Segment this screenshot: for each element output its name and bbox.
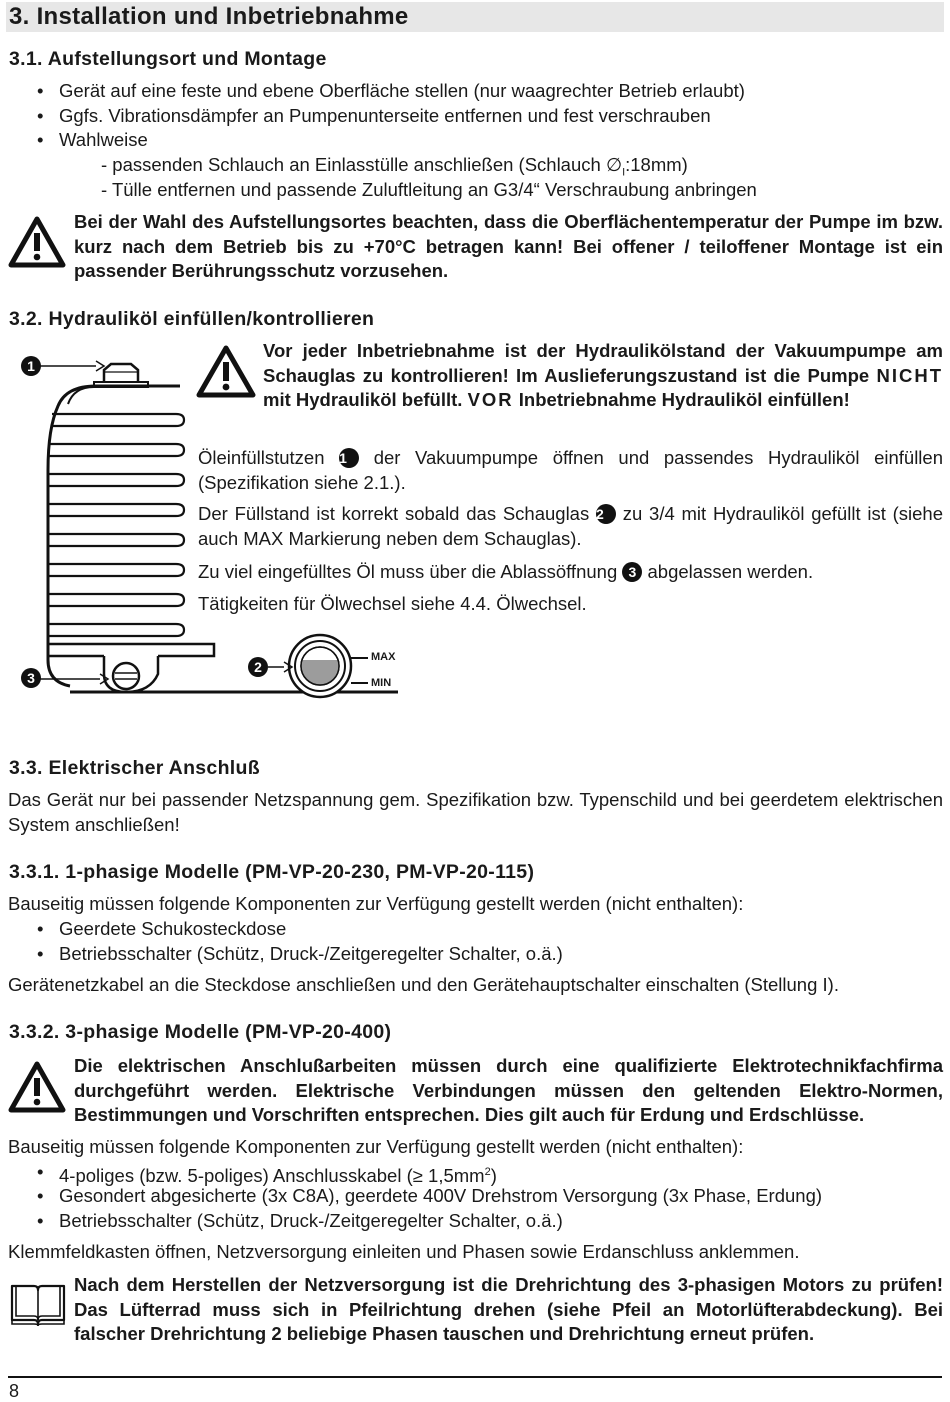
page-number: 8 [9,1381,20,1401]
paragraph-drain: Zu viel eingefülltes Öl muss über die Ablassöffnung 3 abgelassen werden. [198,561,814,582]
marker-1-inline: 1 [339,448,359,468]
paragraph-oil-change: Tätigkeiten für Ölwechsel siehe 4.4. Ölwechsel. [198,593,587,614]
subsection-3-1-title: 3.1. Aufstellungsort und Montage [9,48,327,70]
label-min: MIN [371,677,392,689]
bullet-item: • Betriebsschalter (Schütz, Druck-/Zeitgeregelter Schalter, o.ä.) [59,942,563,967]
subsection-3-2-title: 3.2. Hydrauliköl einfüllen/kontrollieren [9,308,375,330]
three-phase-instruction: Klemmfeldkasten öffnen, Netzversorgung einleiten und Phasen sowie Erdanschluss anklemmen. [8,1241,800,1262]
marker-3: 3 [21,668,41,688]
marker-1: 1 [21,356,41,376]
electrical-connection-text: Das Gerät nur bei passender Netzspannung gem. Spezifikation bzw. Typenschild und bei geerdetem elektrischen System anschließen! [8,789,943,835]
subsection-3-3-1-title: 3.3.1. 1-phasige Modelle (PM-VP-20-230, PM-VP-20-115) [9,861,535,883]
warning-text-oil-check: Vor jeder Inbetriebnahme ist der Hydraulikölstand der Vakuumpumpe am Schauglas zu kontrollieren! Im Auslieferungszustand ist die Pumpe NICHT mit Hydrauliköl befüllt. VOR Inbetriebnahme Hydrauliköl einfüllen! [263,340,943,411]
open-book-icon [8,1280,68,1328]
warning-triangle-icon [8,1061,66,1113]
components-intro: Bauseitig müssen folgende Komponenten zur Verfügung gestellt werden (nicht enthalten): [8,1136,744,1157]
warning-text-electrician: Die elektrischen Anschlußarbeiten müssen durch eine qualifizierte Elektrotechnikfachfirma durchgeführt werden. Elektrische Verbindungen müssen den geltenden Elektro-Normen, Bestimmungen und Vorschriften entsprechen. Dies gilt auch für Erdung und Erdschlüsse. [74,1055,943,1126]
label-max: MAX [371,651,396,663]
bullet-item: • Betriebsschalter (Schütz, Druck-/Zeitgeregelter Schalter, o.ä.) [59,1209,563,1234]
paragraph-fill-level: Der Füllstand ist korrekt sobald das Schauglas 2 zu 3/4 mit Hydrauliköl gefüllt ist (siehe auch MAX Markierung neben dem Schauglas). [198,503,943,549]
bullet-item: • Gesondert abgesicherte (3x C8A), geerdete 400V Drehstrom Versorgung (3x Phase, Erdung) [59,1184,822,1209]
marker-2-inline: 2 [596,504,616,524]
components-intro: Bauseitig müssen folgende Komponenten zur Verfügung gestellt werden (nicht enthalten): [8,893,744,914]
marker-2: 2 [248,657,268,677]
bullet-item: • Gerät auf eine feste und ebene Oberfläche stellen (nur waagrechter Betrieb erlaubt) [59,79,745,104]
bullet-item: • Wahlweise [59,128,148,153]
warning-triangle-icon [8,216,66,268]
warning-triangle-icon [196,345,256,398]
bullet-item: • Geerdete Schukosteckdose [59,917,286,942]
warning-text-surface-temperature: Bei der Wahl des Aufstellungsortes beachten, dass die Oberflächentemperatur der Pumpe im bzw. kurz nach dem Betrieb bis zu +70°C betragen kann! Bei offener / teiloffener Montage ist ein passender Berührungsschutz vorzusehen. [74,211,943,282]
subsection-3-3-2-title: 3.3.2. 3-phasige Modelle (PM-VP-20-400) [9,1021,392,1043]
section-title: 3. Installation und Inbetriebnahme [6,2,944,32]
single-phase-instruction: Gerätenetzkabel an die Steckdose anschließen und den Gerätehauptschalter einschalten (Stellung I). [8,974,839,995]
sub-item-fitting: - Tülle entfernen und passende Zuluftleitung an G3/4“ Verschraubung anbringen [101,179,757,200]
sub-item-hose: - passenden Schlauch an Einlasstülle anschließen (Schlauch $\emptyset_I:18mm$) [101,154,688,179]
note-rotation-direction: Nach dem Herstellen der Netzversorgung ist die Drehrichtung des 3-phasigen Motors zu prüfen! Das Lüfterrad muss sich in Pfeilrichtung drehen (siehe Pfeil an Motorlüfterabdeckung). Bei falscher Drehrichtung 2 beliebige Phasen tauschen und Drehrichtung erneut prüfen. [74,1274,943,1345]
subsection-3-3-title: 3.3. Elektrischer Anschluß [9,757,260,779]
marker-3-inline: 3 [622,562,642,582]
footer-rule [8,1376,942,1378]
paragraph-oil-fill: Öleinfüllstutzen 1 der Vakuumpumpe öffnen und passendes Hydrauliköl einfüllen (Spezifikation siehe 2.1.). [198,447,943,493]
bullet-item: • Ggfs. Vibrationsdämpfer an Pumpenunterseite entfernen und fest verschrauben [59,104,711,129]
bullet-item: • 4-poliges (bzw. 5-poliges) Anschlusskabel (≥ $1,5mm^2$) [59,1160,497,1189]
